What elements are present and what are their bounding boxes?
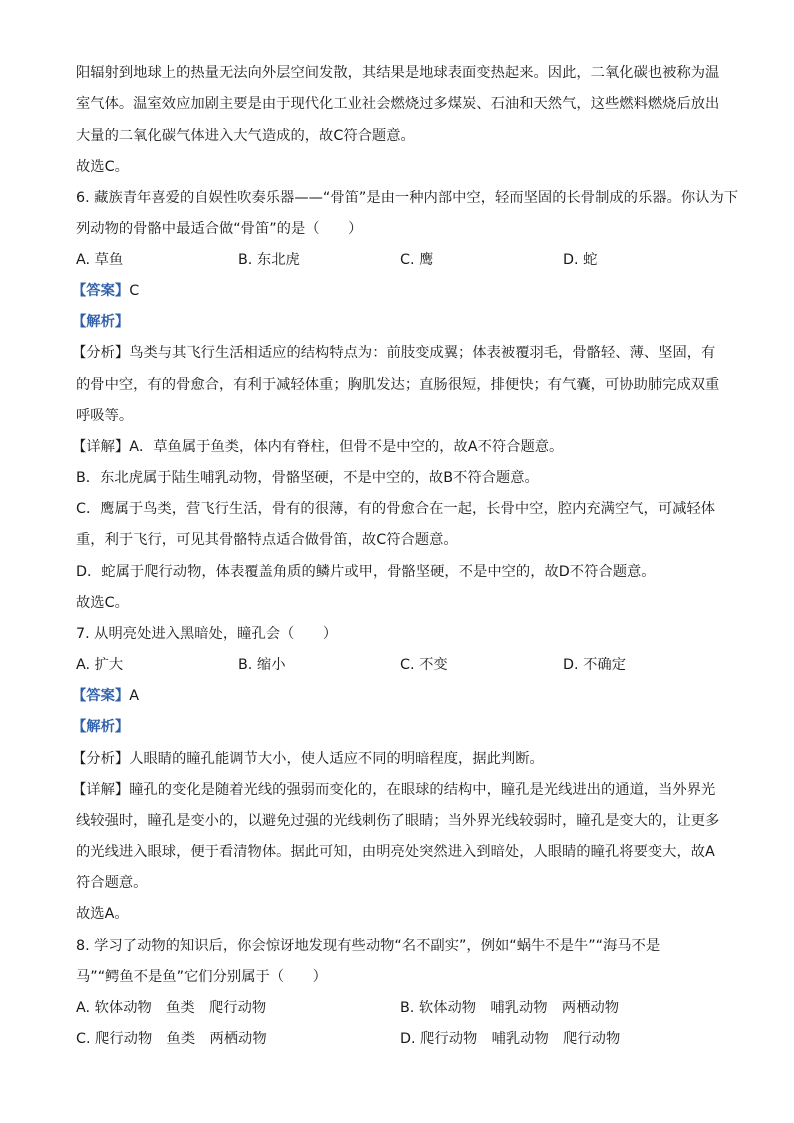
answer-tag: 【答案】	[72, 283, 130, 299]
q6-option-b: B. 东北虎	[238, 252, 300, 268]
q6-fenxi-line-2: 的骨中空，有的骨愈合，有利于减轻体重；胸肌发达；直肠很短，排便快；有气囊，可协助肺完成双重	[76, 377, 720, 393]
q6-fenxi-line-3: 呼吸等。	[76, 408, 134, 424]
q6-analysis-heading	[72, 312, 129, 332]
answer-value: C	[129, 283, 140, 299]
answer-value: A	[129, 688, 139, 704]
q7-stem: 7. 从明亮处进入黑暗处，瞳孔会（ ）	[76, 626, 338, 642]
answer-tag: 【答案】	[72, 688, 130, 704]
q8-option-b: B. 软体动物 哺乳动物 两栖动物	[400, 1000, 620, 1016]
q6-option-a: A. 草鱼	[76, 252, 124, 268]
analysis-tag: 【解析】	[72, 719, 130, 735]
fenxi-text: 人眼睛的瞳孔能调节大小，使人适应不同的明暗程度，据此判断。	[129, 751, 544, 767]
q7-option-c: C. 不变	[400, 657, 448, 673]
intro-line-3: 大量的二氧化碳气体进入大气造成的，故C符合题意。	[76, 128, 415, 144]
q7-fenxi	[72, 749, 544, 769]
q7-detail-line-1	[72, 780, 715, 800]
analysis-tag: 【解析】	[72, 314, 130, 330]
q7-choose: 故选A。	[76, 906, 129, 922]
detail-text: A．草鱼属于鱼类，体内有脊柱，但骨不是中空的，故A不符合题意。	[129, 439, 564, 455]
detail-tag: 【详解】	[72, 782, 130, 798]
q7-option-b: B. 缩小	[238, 657, 286, 673]
q6-option-d: D. 蛇	[563, 252, 598, 268]
intro-line-2: 室气体。温室效应加剧主要是由于现代化工业社会燃烧过多煤炭、石油和天然气，这些燃料燃烧后放出	[76, 96, 720, 112]
q6-detail-line-4: 重，利于飞行，可见其骨骼特点适合做骨笛，故C符合题意。	[76, 532, 458, 548]
q6-detail-line-1	[72, 437, 563, 457]
detail-text: 瞳孔的变化是随着光线的强弱而变化的，在眼球的结构中，瞳孔是光线进出的通道，当外界光	[129, 782, 716, 798]
intro-line-1: 阳辐射到地球上的热量无法向外层空间发散，其结果是地球表面变热起来。因此，二氧化碳也被称为温	[76, 65, 720, 81]
q6-detail-line-2: B．东北虎属于陆生哺乳动物，骨骼坚硬，不是中空的，故B不符合题意。	[76, 470, 539, 486]
q6-fenxi-line-1	[72, 343, 715, 363]
q8-option-c: C. 爬行动物 鱼类 两栖动物	[76, 1031, 267, 1047]
q6-option-c: C. 鹰	[400, 252, 434, 268]
q6-answer	[72, 281, 139, 301]
q7-detail-line-2: 线较强时，瞳孔是变小的，以避免过强的光线刺伤了眼睛；当外界光线较弱时，瞳孔是变大的，让更多	[76, 813, 720, 829]
q6-detail-line-3: C．鹰属于鸟类，营飞行生活，骨有的很薄，有的骨愈合在一起，长骨中空，腔内充满空气，可减轻体	[76, 501, 716, 517]
fenxi-tag: 【分析】	[72, 345, 130, 361]
q7-detail-line-3: 的光线进入眼球，便于看清物体。据此可知，由明亮处突然进入到暗处，人眼睛的瞳孔将要变大，故A	[76, 844, 715, 860]
q8-stem-line-2: 马”“鳄鱼不是鱼”它们分别属于（ ）	[76, 969, 327, 985]
q6-detail-line-5: D．蛇属于爬行动物，体表覆盖角质的鳞片或甲，骨骼坚硬，不是中空的，故D不符合题意。	[76, 564, 656, 580]
q7-answer	[72, 686, 139, 706]
fenxi-text: 鸟类与其飞行生活相适应的结构特点为：前肢变成翼；体表被覆羽毛，骨骼轻、薄、坚固，有	[129, 345, 716, 361]
detail-tag: 【详解】	[72, 439, 130, 455]
q7-option-a: A. 扩大	[76, 657, 124, 673]
q6-stem-line-2: 列动物的骨骼中最适合做“骨笛”的是（ ）	[76, 221, 363, 237]
q7-detail-line-4: 符合题意。	[76, 875, 148, 891]
q6-stem-line-1: 6. 藏族青年喜爱的自娱性吹奏乐器——“骨笛”是由一种内部中空，轻而坚固的长骨制成的乐器。你认为下	[76, 190, 739, 206]
q8-option-d: D. 爬行动物 哺乳动物 爬行动物	[400, 1031, 621, 1047]
q7-analysis-heading	[72, 717, 129, 737]
q6-choose: 故选C。	[76, 595, 129, 611]
fenxi-tag: 【分析】	[72, 751, 130, 767]
q8-option-a: A. 软体动物 鱼类 爬行动物	[76, 1000, 267, 1016]
q8-stem-line-1: 8. 学习了动物的知识后，你会惊讶地发现有些动物“名不副实”，例如“蜗牛不是牛”“海马不是	[76, 938, 661, 954]
intro-choose: 故选C。	[76, 159, 129, 175]
q7-option-d: D. 不确定	[563, 657, 626, 673]
